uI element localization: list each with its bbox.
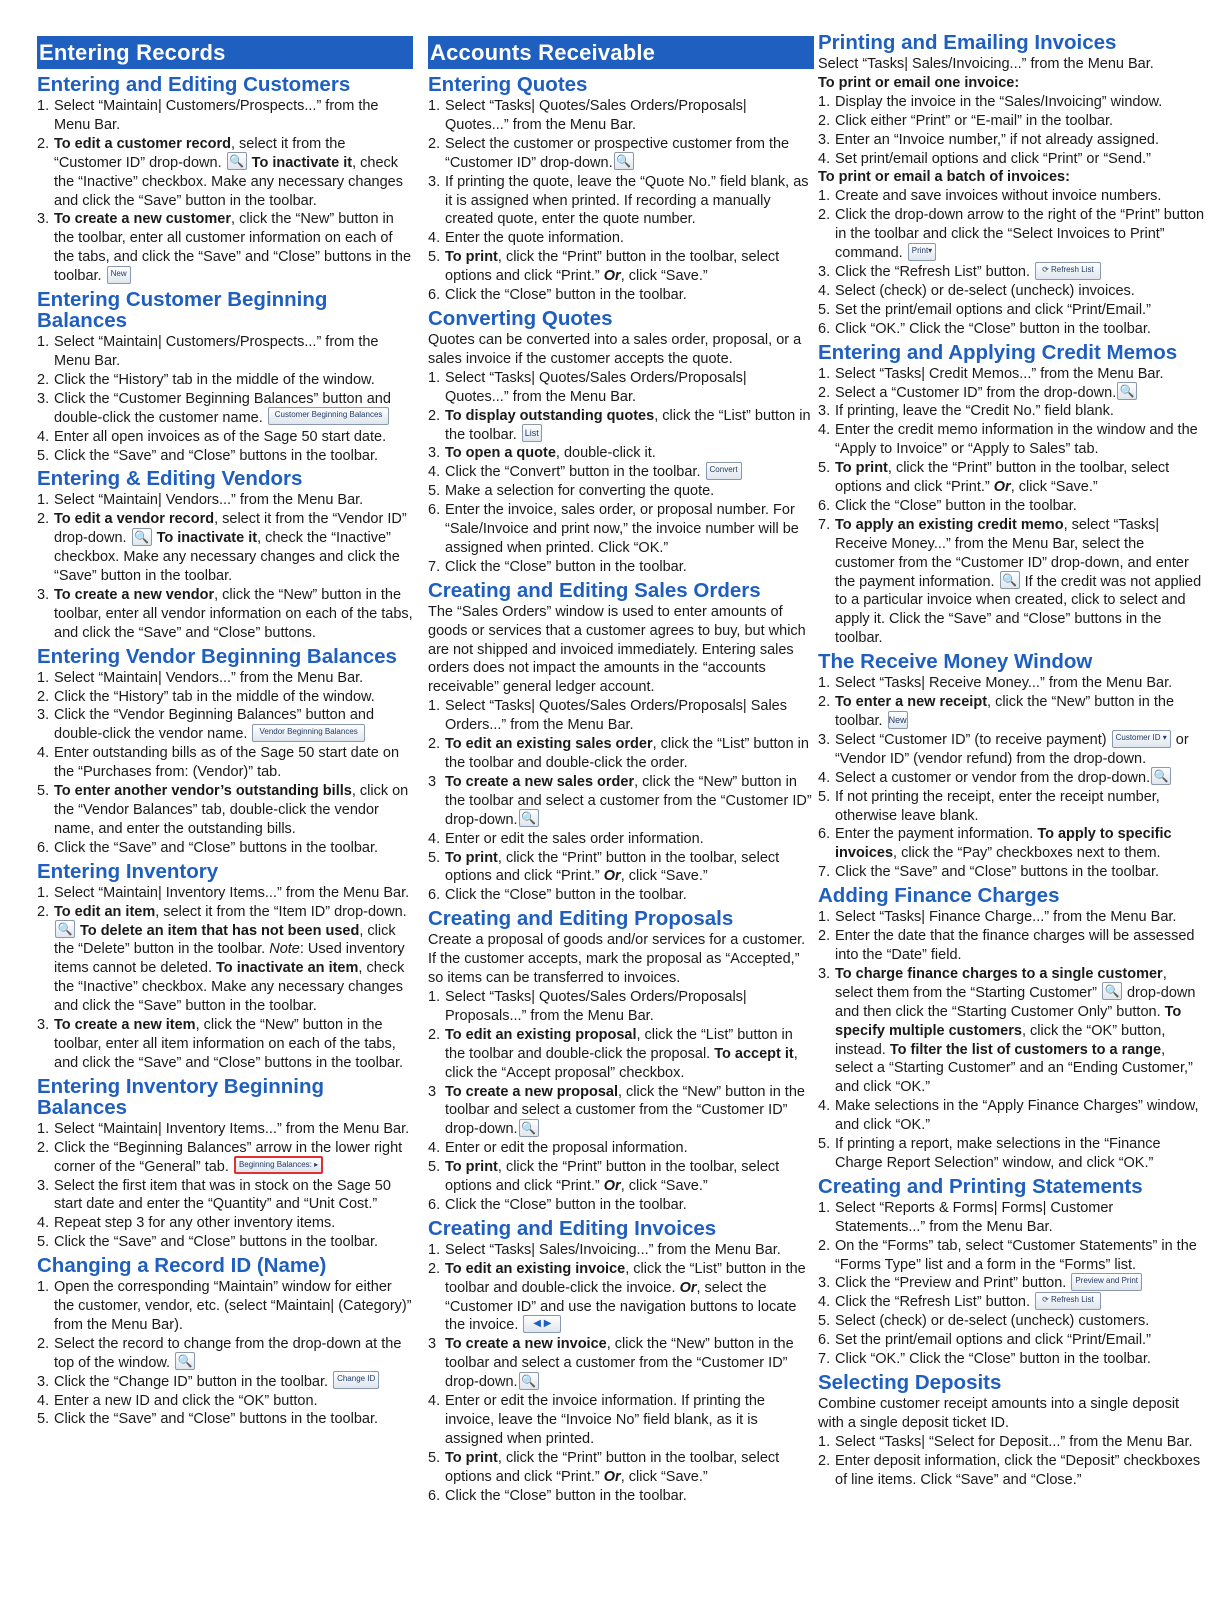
list-item: 1. Select “Tasks| “Select for Deposit...” from the Menu Bar.: [818, 1433, 1193, 1450]
list-invoices: [428, 1241, 814, 1506]
list-item: 4. Enter all open invoices as of the Sage 50 start date.: [37, 428, 387, 445]
list-item: 6. Click the “Close” button in the toolbar.: [428, 1487, 687, 1504]
list-item: 2. To edit a customer record, select it from the “Customer ID” drop-down. 🔍 To inactivate it, check the “Inactive” checkbox. Make any necessary changes and click the “Save” button in the toolbar.: [37, 135, 403, 209]
heading-changing-record-id: Changing a Record ID (Name): [37, 1254, 327, 1278]
magnifier-icon: 🔍: [614, 152, 634, 170]
list-item: 1. Select “Tasks| Finance Charge...” from the Menu Bar.: [818, 909, 1177, 926]
list-entering-customers: [37, 97, 413, 286]
sales-orders-intro: The “Sales Orders” window is used to enter amounts of goods or services that a customer agrees to buy, but which are not shipped and invoiced immediately. Entering sales orders does not impact the amounts in the “accounts receivable” general ledger account.: [428, 603, 806, 696]
customer-beginning-balances-button-icon: Customer Beginning Balances: [268, 407, 390, 425]
list-item: 2. To enter a new receipt, click the “New” button in the toolbar. New: [818, 694, 1175, 729]
magnifier-icon: 🔍: [519, 1119, 539, 1137]
list-item: 1. Display the invoice in the “Sales/Invoicing” window.: [818, 93, 1163, 110]
list-item: 1. Select “Tasks| Quotes/Sales Orders/Proposals| Quotes...” from the Menu Bar.: [428, 98, 747, 133]
list-item: 3. If printing the quote, leave the “Quote No.” field blank, as it is assigned when printed. If recording a manually created quote, enter the quote number.: [428, 173, 809, 228]
list-item: 4. Make selections in the “Apply Finance Charges” window, and click “OK.”: [818, 1098, 1199, 1134]
list-finance-charges: [818, 908, 1205, 1173]
subheading-print-batch: To print or email a batch of invoices:: [818, 169, 1070, 186]
list-item: 5. To enter another vendor’s outstanding bills, click on the “Vendor Balances” tab, double-click the vendor name, and enter the outstanding bills.: [37, 783, 409, 837]
heading-finance-charges: Adding Finance Charges: [818, 884, 1060, 908]
list-item: 7. To apply an existing credit memo, select “Tasks| Receive Money...” from the Menu Bar, select the customer from the “Customer ID” drop-down, and enter the payment information. 🔍 If the credit was not applied to a particular invoice when created, click to select and apply it. Click the “Save” and “Close” buttons in the toolbar.: [818, 516, 1202, 647]
list-item: 6. Set the print/email options and click “Print/Email.”: [818, 1332, 1151, 1349]
list-item: 2. Click the “History” tab in the middle of the window.: [37, 371, 375, 388]
list-change-id: [37, 1278, 413, 1429]
list-customer-balances: [37, 333, 413, 465]
list-item: 4. Enter a new ID and click the “OK” button.: [37, 1392, 318, 1409]
list-item: 5. To print, click the “Print” button in the toolbar, select options and click “Print.” Or, click “Save.”: [428, 849, 780, 885]
heading-entering-inventory: Entering Inventory: [37, 859, 219, 883]
list-inventory: [37, 884, 413, 1073]
heading-entering-quotes: Entering Quotes: [428, 73, 588, 96]
list-item: 6. Enter the invoice, sales order, or proposal number. For “Sale/Invoice and print now,” the invoice number will be assigned when printed. Click “OK.”: [428, 502, 799, 556]
list-item: 1. Select “Maintain| Inventory Items...” from the Menu Bar.: [37, 1120, 410, 1137]
list-item: 1. Select “Tasks| Sales/Invoicing...” from the Menu Bar.: [428, 1241, 781, 1258]
list-item: 2. To display outstanding quotes, click the “List” button in the toolbar. List: [428, 407, 811, 443]
list-item: 2. Select the customer or prospective customer from the “Customer ID” drop-down. 🔍: [428, 135, 790, 171]
list-proposals: [428, 988, 814, 1215]
list-item: 6. Enter the payment information. To apply to specific invoices, click the “Pay” checkboxes next to them.: [818, 826, 1172, 862]
customer-id-dropdown-icon: Customer ID ▾: [1112, 730, 1171, 748]
list-item: 4. Repeat step 3 for any other inventory items.: [37, 1215, 336, 1232]
heading-invoices: Creating and Editing Invoices: [428, 1216, 717, 1240]
list-item: 5. Set the print/email options and click “Print/Email.”: [818, 301, 1151, 318]
column-entering-records: [37, 30, 413, 1429]
magnifier-icon: 🔍: [227, 152, 247, 170]
list-item: 4. Select (check) or de-select (uncheck) invoices.: [818, 282, 1135, 299]
list-item: 1. Select “Tasks| Receive Money...” from the Menu Bar.: [818, 675, 1173, 692]
list-item: 2. Select a “Customer ID” from the drop-down. 🔍: [818, 384, 1205, 403]
magnifier-icon: 🔍: [519, 1372, 539, 1390]
heading-entering-editing-customers: Entering and Editing Customers: [37, 73, 351, 96]
list-item: 4. Enter or edit the proposal information.: [428, 1140, 688, 1157]
list-item: 3 To create a new invoice, click the “New” button in the toolbar and select a customer from the “Customer ID” drop-down. 🔍: [428, 1336, 794, 1391]
list-item: 3. Click the “Customer Beginning Balances” button and double-click the customer name. Customer Beginning Balances: [37, 390, 391, 426]
list-item: 3. If printing, leave the “Credit No.” field blank.: [818, 403, 1114, 420]
list-item: 1. Create and save invoices without invoice numbers.: [818, 188, 1162, 205]
refresh-list-button-icon: ⟳ Refresh List: [1035, 262, 1101, 280]
list-item: 1. Open the corresponding “Maintain” window for either the customer, vendor, etc. (select “Maintain| (Category)” from the Menu Bar).: [37, 1279, 412, 1333]
list-item: 3. Select the first item that was in stock on the Sage 50 start date and enter the “Quantity” and “Unit Cost.”: [37, 1177, 391, 1213]
magnifier-icon: 🔍: [1102, 982, 1122, 1000]
magnifier-icon: 🔍: [55, 920, 75, 938]
new-button-icon: New: [888, 711, 908, 729]
list-statements: [818, 1199, 1205, 1369]
list-item: 2. To edit an existing sales order, click the “List” button in the toolbar and double-click the order.: [428, 736, 809, 771]
list-item: 2. Click the drop-down arrow to the right of the “Print” button in the toolbar and click the “Select Invoices to Print” command. Print▾: [818, 207, 1205, 262]
heading-customer-beginning-balances: Entering Customer Beginning Balances: [37, 288, 328, 333]
list-item: 1. Select “Maintain| Customers/Prospects...” from the Menu Bar.: [37, 98, 379, 133]
heading-entering-editing-vendors: Entering & Editing Vendors: [37, 467, 303, 491]
list-item: 6. Click “OK.” Click the “Close” button in the toolbar.: [818, 320, 1151, 337]
list-item: 5. Click the “Save” and “Close” buttons in the toolbar.: [37, 1411, 378, 1428]
list-item: 1. Select “Tasks| Quotes/Sales Orders/Proposals| Quotes...” from the Menu Bar.: [428, 369, 747, 405]
list-vendors: [37, 491, 413, 642]
heading-vendor-beginning-balances: Entering Vendor Beginning Balances: [37, 644, 397, 668]
list-item: 3. Click the “Preview and Print” button. Preview and Print: [818, 1274, 1205, 1293]
navigation-arrows-icon: ◀ ▶: [523, 1315, 561, 1333]
list-button-icon: List: [522, 424, 542, 442]
list-item: 2. On the “Forms” tab, select “Customer Statements” in the “Forms Type” list and a form in the “Forms” list.: [818, 1237, 1197, 1273]
list-quotes: [428, 97, 814, 305]
list-item: 4. Click the “Convert” button in the toolbar. Convert: [428, 463, 814, 482]
list-item: 2. To edit an existing invoice, click the “List” button in the toolbar and double-click the invoice. Or, select the “Customer ID” and use the navigation buttons to locate the invoice. ◀ ▶: [428, 1260, 806, 1334]
list-item: 2. Click either “Print” or “E-mail” in the toolbar.: [818, 112, 1113, 129]
heading-selecting-deposits: Selecting Deposits: [818, 1371, 1002, 1394]
list-item: 2. Select the record to change from the drop-down at the top of the window. 🔍: [37, 1335, 402, 1371]
magnifier-icon: 🔍: [1000, 571, 1020, 589]
list-item: 3. Click the “Change ID” button in the toolbar. Change ID: [37, 1373, 413, 1392]
heading-converting-quotes: Converting Quotes: [428, 306, 613, 330]
list-item: 5. To print, click the “Print” button in the toolbar, select options and click “Print.” Or, click “Save.”: [428, 1159, 780, 1195]
list-item: 4. Enter the credit memo information in the window and the “Apply to Invoice” or “Apply to Sales” tab.: [818, 422, 1198, 458]
magnifier-icon: 🔍: [1151, 767, 1171, 785]
list-item: 2. To edit an item, select it from the “Item ID” drop-down. 🔍 To delete an item that has not been used, click the “Delete” button in the toolbar. Note: Used inventory items cannot be deleted. To inactivate an item, check the “Inactive” checkbox. Make any necessary changes and click the “Save” button in the toolbar.: [37, 903, 407, 1015]
list-item: 3. To charge finance charges to a single customer, select them from the “Starting Customer” 🔍 drop-down and then click the “Starting Customer Only” button. To specify multiple customers, click the “OK” button, instead. To filter the list of customers to a range, select a “Starting Customer” and an “Ending Customer,” and click “OK.”: [818, 965, 1196, 1096]
heading-printing-emailing-invoices: Printing and Emailing Invoices: [818, 31, 1117, 54]
list-item: 3. Click the “Refresh List” button. ⟳ Refresh List: [818, 263, 1205, 282]
list-credit-memos: [818, 365, 1205, 649]
band-accounts-receivable: Accounts Receivable: [428, 36, 814, 69]
magnifier-icon: 🔍: [175, 1352, 195, 1370]
heading-inventory-beginning-balances: Entering Inventory Beginning Balances: [37, 1074, 325, 1119]
list-item: 4. Click the “Refresh List” button. ⟳ Refresh List: [818, 1293, 1205, 1312]
list-item: 6. Click the “Close” button in the toolbar.: [428, 1196, 687, 1213]
list-item: 7. Click the “Save” and “Close” buttons in the toolbar.: [818, 864, 1159, 881]
list-item: 6. Click the “Close” button in the toolbar.: [818, 497, 1077, 514]
list-item: 2. To edit a vendor record, select it from the “Vendor ID” drop-down. 🔍 To inactivate it, check the “Inactive” checkbox. Make any necessary changes and click the “Save” button in the toolbar.: [37, 511, 407, 585]
heading-proposals: Creating and Editing Proposals: [428, 907, 734, 931]
list-item: 5. Click the “Save” and “Close” buttons in the toolbar.: [37, 1234, 378, 1251]
list-item: 2. Click the “Beginning Balances” arrow in the lower right corner of the “General” tab. Beginning Balances: ▸: [37, 1139, 403, 1175]
list-print-one: [818, 93, 1205, 169]
list-item: 6. Click the “Close” button in the toolbar.: [428, 287, 687, 304]
list-converting-quotes: [428, 369, 814, 577]
new-button-icon: New: [107, 266, 131, 284]
heading-credit-memos: Entering and Applying Credit Memos: [818, 340, 1178, 364]
beginning-balances-arrow-icon: Beginning Balances: ▸: [234, 1156, 323, 1174]
refresh-list-button-icon: ⟳ Refresh List: [1035, 1292, 1101, 1310]
magnifier-icon: 🔍: [132, 528, 152, 546]
list-item: 1. Select “Reports & Forms| Forms| Customer Statements...” from the Menu Bar.: [818, 1199, 1114, 1235]
heading-statements: Creating and Printing Statements: [818, 1174, 1143, 1198]
change-id-button-icon: Change ID: [333, 1371, 379, 1389]
list-item: 6. Click the “Save” and “Close” buttons in the toolbar.: [37, 839, 378, 856]
list-item: 6. Click the “Close” button in the toolbar.: [428, 887, 687, 904]
list-item: 1. Select “Maintain| Customers/Prospects...” from the Menu Bar.: [37, 334, 379, 369]
list-item: 3. To create a new vendor, click the “New” button in the toolbar, enter all vendor information on each of the tabs, and click the “Save” and “Close” buttons.: [37, 586, 413, 641]
list-item: 4. Enter or edit the invoice information. If printing the invoice, leave the “Invoice No” field blank, as it is assigned when printed.: [428, 1393, 765, 1447]
list-item: 4. Select a customer or vendor from the drop-down. 🔍: [818, 769, 1205, 788]
list-item: 5. Make a selection for converting the quote.: [428, 483, 715, 500]
list-item: 5. If printing a report, make selections in the “Finance Charge Report Selection” window, and click “OK.”: [818, 1136, 1161, 1171]
list-item: 4. Enter outstanding bills as of the Sage 50 start date on the “Purchases from: (Vendor)” tab.: [37, 745, 400, 781]
selecting-deposits-intro: Combine customer receipt amounts into a single deposit with a single deposit ticket ID.: [818, 1396, 1180, 1431]
list-item: 3. Enter an “Invoice number,” if not already assigned.: [818, 131, 1160, 148]
list-item: 5. To print, click the “Print” button in the toolbar, select options and click “Print.” Or, click “Save.”: [428, 1449, 780, 1485]
list-receive-money: [818, 674, 1205, 882]
print-dropdown-icon: Print▾: [908, 243, 936, 261]
list-item: 4. Enter the quote information.: [428, 230, 624, 247]
converting-quotes-intro: Quotes can be converted into a sales order, proposal, or a sales invoice if the customer accepts the quote.: [428, 331, 802, 367]
list-sales-orders: [428, 697, 814, 905]
list-vendor-balances: [37, 669, 413, 858]
list-item: 1. Select “Maintain| Inventory Items...” from the Menu Bar.: [37, 884, 410, 901]
heading-sales-orders: Creating and Editing Sales Orders: [428, 578, 761, 602]
convert-button-icon: Convert: [706, 462, 742, 480]
proposals-intro: Create a proposal of goods and/or services for a customer. If the customer accepts, mark the proposal as “Accepted,” so items can be transferred to invoices.: [428, 932, 806, 987]
printing-invoices-intro: Select “Tasks| Sales/Invoicing...” from the Menu Bar.: [818, 56, 1154, 72]
list-inventory-balances: [37, 1120, 413, 1252]
vendor-beginning-balances-button-icon: Vendor Beginning Balances: [252, 724, 364, 742]
list-item: 3 To create a new sales order, click the “New” button in the toolbar and select a customer from the “Customer ID” drop-down. 🔍: [428, 773, 812, 828]
subheading-print-one-invoice: To print or email one invoice:: [818, 74, 1020, 91]
list-item: 3 To create a new proposal, click the “New” button in the toolbar and select a customer from the “Customer ID” drop-down. 🔍: [428, 1083, 805, 1138]
magnifier-icon: 🔍: [1117, 382, 1137, 400]
list-item: 1. Select “Tasks| Quotes/Sales Orders/Proposals| Proposals...” from the Menu Bar.: [428, 988, 747, 1024]
band-entering-records: Entering Records: [37, 36, 413, 69]
preview-print-button-icon: Preview and Print: [1071, 1273, 1142, 1291]
list-item: 5. If not printing the receipt, enter the receipt number, otherwise leave blank.: [818, 788, 1160, 824]
list-item: 3. To open a quote, double-click it.: [428, 445, 656, 462]
list-item: 1. Select “Maintain| Vendors...” from the Menu Bar.: [37, 669, 364, 686]
list-item: 1. Select “Tasks| Quotes/Sales Orders/Proposals| Sales Orders...” from the Menu Bar.: [428, 698, 787, 734]
list-item: 3. Select “Customer ID” (to receive payment) Customer ID ▾ or “Vendor ID” (vendor refund) from the drop-down.: [818, 731, 1205, 769]
list-item: 4. Enter or edit the sales order information.: [428, 830, 704, 847]
list-item: 7. Click “OK.” Click the “Close” button in the toolbar.: [818, 1351, 1151, 1368]
list-deposits: [818, 1433, 1205, 1490]
list-item: 3. To create a new customer, click the “New” button in the toolbar, enter all customer information on each of the tabs, and click the “Save” and “Close” buttons in the toolbar. New: [37, 211, 412, 285]
list-item: 1. Select “Tasks| Credit Memos...” from the Menu Bar.: [818, 365, 1164, 382]
list-item: 4. Set print/email options and click “Print” or “Send.”: [818, 150, 1151, 167]
list-item: 2. To edit an existing proposal, click the “List” button in the toolbar and double-click the proposal. To accept it, click the “Accept proposal” checkbox.: [428, 1026, 798, 1081]
list-print-batch: [818, 187, 1205, 338]
list-item: 5. To print, click the “Print” button in the toolbar, select options and click “Print.” Or, click “Save.”: [428, 249, 780, 285]
list-item: 2. Enter deposit information, click the “Deposit” checkboxes of line items. Click “Save” and “Close.”: [818, 1452, 1201, 1488]
magnifier-icon: 🔍: [519, 809, 539, 827]
column-invoicing-receivables: [818, 32, 1205, 1490]
list-item: 7. Click the “Close” button in the toolbar.: [428, 558, 687, 575]
list-item: 3. To create a new item, click the “New” button in the toolbar, enter all item information on each of the tabs, and click the “Save” and “Close” buttons in the toolbar.: [37, 1017, 403, 1071]
heading-receive-money: The Receive Money Window: [818, 650, 1093, 674]
list-item: 3. Click the “Vendor Beginning Balances” button and double-click the vendor name. Vendor Beginning Balances: [37, 707, 375, 743]
list-item: 2. Enter the date that the finance charges will be assessed into the “Date” field.: [818, 928, 1195, 963]
list-item: 5. To print, click the “Print” button in the toolbar, select options and click “Print.” Or, click “Save.”: [818, 460, 1170, 496]
list-item: 2. Click the “History” tab in the middle of the window.: [37, 688, 375, 705]
list-item: 5. Select (check) or de-select (uncheck) customers.: [818, 1313, 1150, 1330]
list-item: 5. Click the “Save” and “Close” buttons in the toolbar.: [37, 447, 378, 464]
column-accounts-receivable: [428, 30, 814, 1506]
list-item: 1. Select “Maintain| Vendors...” from the Menu Bar.: [37, 492, 364, 509]
